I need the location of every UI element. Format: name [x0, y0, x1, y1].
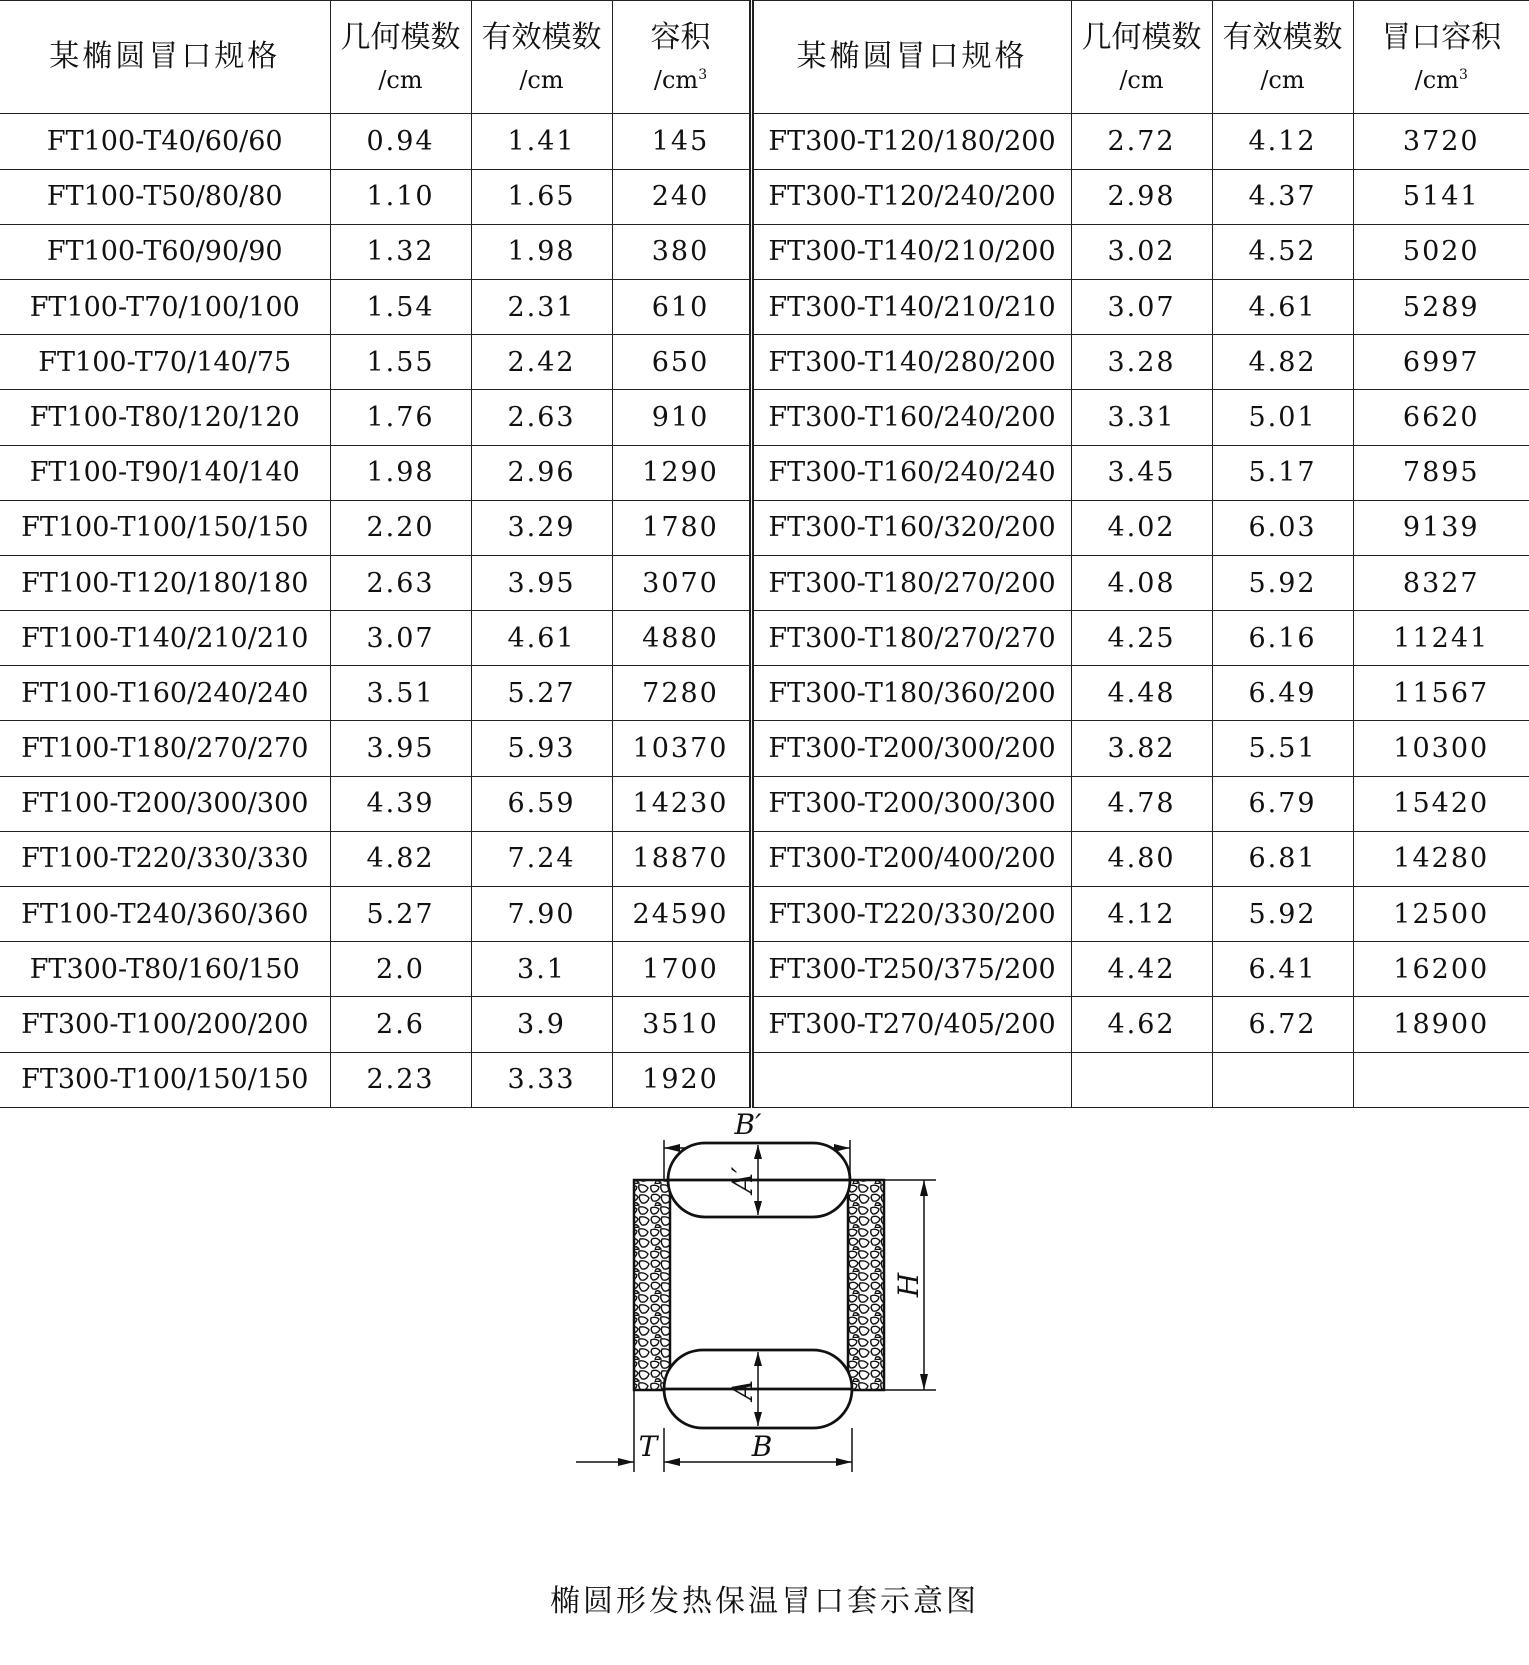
- right-eff-cell: 6.41: [1212, 942, 1353, 997]
- left-vol-cell: 240: [612, 169, 751, 224]
- right-vol-cell: 9139: [1353, 500, 1529, 555]
- right-spec-cell: FT300-T160/240/240: [751, 445, 1071, 500]
- left-geo-cell: 2.23: [330, 1052, 471, 1107]
- header-effective-modulus: 有效模数 /cm: [471, 1, 612, 114]
- left-vol-cell: 1920: [612, 1052, 751, 1107]
- left-vol-cell: 14230: [612, 776, 751, 831]
- right-geo-cell: 4.02: [1071, 500, 1212, 555]
- left-geo-cell: 2.63: [330, 555, 471, 610]
- right-vol-cell: 6620: [1353, 390, 1529, 445]
- left-eff-cell: 1.98: [471, 224, 612, 279]
- right-eff-cell: 4.37: [1212, 169, 1353, 224]
- right-eff-cell: 6.81: [1212, 831, 1353, 886]
- right-eff-cell: 4.52: [1212, 224, 1353, 279]
- right-vol-cell: 8327: [1353, 555, 1529, 610]
- header-spec-right: 某椭圆冒口规格: [751, 1, 1071, 114]
- left-spec-cell: FT100-T180/270/270: [0, 721, 330, 776]
- right-geo-cell: 4.48: [1071, 666, 1212, 721]
- right-vol-cell: 5020: [1353, 224, 1529, 279]
- right-spec-cell: FT300-T120/180/200: [751, 114, 1071, 169]
- left-spec-cell: FT100-T40/60/60: [0, 114, 330, 169]
- right-spec-cell: FT300-T140/280/200: [751, 335, 1071, 390]
- left-vol-cell: 650: [612, 335, 751, 390]
- left-geo-cell: 1.98: [330, 445, 471, 500]
- right-geo-cell: 4.12: [1071, 887, 1212, 942]
- right-eff-cell: 6.79: [1212, 776, 1353, 831]
- table-row: [0, 721, 1529, 776]
- right-spec-cell: [751, 1052, 1071, 1107]
- left-spec-cell: FT300-T100/150/150: [0, 1052, 330, 1107]
- left-vol-cell: 380: [612, 224, 751, 279]
- right-eff-cell: 5.01: [1212, 390, 1353, 445]
- label-b: B: [751, 1430, 773, 1463]
- label-h: H: [892, 1272, 925, 1298]
- left-geo-cell: 1.76: [330, 390, 471, 445]
- left-vol-cell: 10370: [612, 721, 751, 776]
- right-geo-cell: 4.62: [1071, 997, 1212, 1052]
- right-eff-cell: 6.72: [1212, 997, 1353, 1052]
- left-eff-cell: 1.65: [471, 169, 612, 224]
- left-eff-cell: 3.9: [471, 997, 612, 1052]
- left-vol-cell: 3070: [612, 555, 751, 610]
- table-row: [0, 831, 1529, 886]
- right-vol-cell: 5141: [1353, 169, 1529, 224]
- riser-sleeve-diagram: [540, 1108, 960, 1560]
- left-vol-cell: 1780: [612, 500, 751, 555]
- right-geo-cell: 3.31: [1071, 390, 1212, 445]
- left-spec-cell: FT100-T200/300/300: [0, 776, 330, 831]
- right-eff-cell: 5.17: [1212, 445, 1353, 500]
- table-row: [0, 500, 1529, 555]
- right-vol-cell: 11241: [1353, 611, 1529, 666]
- right-eff-cell: 6.03: [1212, 500, 1353, 555]
- left-eff-cell: 2.96: [471, 445, 612, 500]
- right-spec-cell: FT300-T160/320/200: [751, 500, 1071, 555]
- arrow-icon: [664, 1458, 680, 1466]
- left-spec-cell: FT100-T70/100/100: [0, 279, 330, 334]
- left-spec-cell: FT100-T140/210/210: [0, 611, 330, 666]
- right-geo-cell: 4.08: [1071, 555, 1212, 610]
- right-geo-cell: [1071, 1052, 1212, 1107]
- table-row: [0, 279, 1529, 334]
- right-spec-cell: FT300-T270/405/200: [751, 997, 1071, 1052]
- left-geo-cell: 5.27: [330, 887, 471, 942]
- left-eff-cell: 4.61: [471, 611, 612, 666]
- left-vol-cell: 610: [612, 279, 751, 334]
- right-spec-cell: FT300-T160/240/200: [751, 390, 1071, 445]
- left-spec-cell: FT100-T160/240/240: [0, 666, 330, 721]
- left-spec-cell: FT100-T80/120/120: [0, 390, 330, 445]
- right-eff-cell: 6.49: [1212, 666, 1353, 721]
- left-vol-cell: 3510: [612, 997, 751, 1052]
- left-eff-cell: 2.42: [471, 335, 612, 390]
- figure-caption: 椭圆形发热保温冒口套示意图: [550, 1584, 979, 1619]
- table-row: [0, 1052, 1529, 1107]
- right-vol-cell: 11567: [1353, 666, 1529, 721]
- right-vol-cell: 12500: [1353, 887, 1529, 942]
- right-eff-cell: 4.61: [1212, 279, 1353, 334]
- left-sleeve-wall: [634, 1180, 670, 1390]
- left-spec-cell: FT100-T60/90/90: [0, 224, 330, 279]
- left-vol-cell: 7280: [612, 666, 751, 721]
- arrow-icon: [836, 1458, 852, 1466]
- right-geo-cell: 2.72: [1071, 114, 1212, 169]
- right-vol-cell: 15420: [1353, 776, 1529, 831]
- arrow-icon: [664, 1144, 680, 1152]
- table-row: [0, 997, 1529, 1052]
- table-header-row: [0, 1, 1529, 114]
- left-eff-cell: 3.95: [471, 555, 612, 610]
- left-geo-cell: 3.95: [330, 721, 471, 776]
- right-spec-cell: FT300-T200/300/300: [751, 776, 1071, 831]
- right-geo-cell: 3.28: [1071, 335, 1212, 390]
- right-eff-cell: 4.12: [1212, 114, 1353, 169]
- right-vol-cell: 3720: [1353, 114, 1529, 169]
- left-eff-cell: 7.24: [471, 831, 612, 886]
- right-vol-cell: 14280: [1353, 831, 1529, 886]
- table-row: [0, 942, 1529, 997]
- left-geo-cell: 1.32: [330, 224, 471, 279]
- table-row: [0, 390, 1529, 445]
- right-spec-cell: FT300-T140/210/210: [751, 279, 1071, 334]
- right-sleeve-wall: [848, 1180, 884, 1390]
- left-spec-cell: FT100-T100/150/150: [0, 500, 330, 555]
- table-row: [0, 335, 1529, 390]
- left-eff-cell: 5.93: [471, 721, 612, 776]
- table-row: [0, 555, 1529, 610]
- left-eff-cell: 3.1: [471, 942, 612, 997]
- arrow-icon: [920, 1180, 928, 1196]
- right-vol-cell: 5289: [1353, 279, 1529, 334]
- right-eff-cell: 5.92: [1212, 887, 1353, 942]
- left-eff-cell: 3.29: [471, 500, 612, 555]
- left-eff-cell: 2.31: [471, 279, 612, 334]
- table-row: [0, 776, 1529, 831]
- table-row: [0, 887, 1529, 942]
- left-spec-cell: FT300-T100/200/200: [0, 997, 330, 1052]
- label-a: A: [726, 1379, 759, 1401]
- table-row: [0, 445, 1529, 500]
- label-b-prime: B′: [734, 1108, 762, 1141]
- header-effective-modulus-right: 有效模数 /cm: [1212, 1, 1353, 114]
- right-spec-cell: FT300-T200/300/200: [751, 721, 1071, 776]
- right-spec-cell: FT300-T180/270/200: [751, 555, 1071, 610]
- right-geo-cell: 4.78: [1071, 776, 1212, 831]
- left-spec-cell: FT300-T80/160/150: [0, 942, 330, 997]
- right-geo-cell: 3.82: [1071, 721, 1212, 776]
- left-geo-cell: 4.39: [330, 776, 471, 831]
- arrow-icon: [618, 1458, 634, 1466]
- right-vol-cell: 7895: [1353, 445, 1529, 500]
- header-geometric-modulus: 几何模数 /cm: [330, 1, 471, 114]
- label-a-prime: A′: [726, 1166, 759, 1194]
- right-spec-cell: FT300-T120/240/200: [751, 169, 1071, 224]
- left-eff-cell: 1.41: [471, 114, 612, 169]
- right-spec-cell: FT300-T180/270/270: [751, 611, 1071, 666]
- right-vol-cell: 18900: [1353, 997, 1529, 1052]
- left-vol-cell: 18870: [612, 831, 751, 886]
- right-eff-cell: 4.82: [1212, 335, 1353, 390]
- header-geometric-modulus-right: 几何模数 /cm: [1071, 1, 1212, 114]
- left-geo-cell: 1.10: [330, 169, 471, 224]
- right-geo-cell: 4.80: [1071, 831, 1212, 886]
- left-geo-cell: 1.55: [330, 335, 471, 390]
- right-eff-cell: [1212, 1052, 1353, 1107]
- left-eff-cell: 6.59: [471, 776, 612, 831]
- header-riser-volume: 冒口容积 $/cm^3$: [1353, 1, 1529, 114]
- right-geo-cell: 4.25: [1071, 611, 1212, 666]
- right-geo-cell: 2.98: [1071, 169, 1212, 224]
- left-geo-cell: 1.54: [330, 279, 471, 334]
- right-spec-cell: FT300-T200/400/200: [751, 831, 1071, 886]
- table-row: [0, 611, 1529, 666]
- right-spec-cell: FT300-T140/210/200: [751, 224, 1071, 279]
- left-geo-cell: 0.94: [330, 114, 471, 169]
- arrow-icon: [920, 1374, 928, 1390]
- left-vol-cell: 145: [612, 114, 751, 169]
- left-eff-cell: 3.33: [471, 1052, 612, 1107]
- left-vol-cell: 1700: [612, 942, 751, 997]
- right-geo-cell: 3.02: [1071, 224, 1212, 279]
- left-spec-cell: FT100-T120/180/180: [0, 555, 330, 610]
- left-vol-cell: 1290: [612, 445, 751, 500]
- left-spec-cell: FT100-T70/140/75: [0, 335, 330, 390]
- right-eff-cell: 5.92: [1212, 555, 1353, 610]
- left-vol-cell: 4880: [612, 611, 751, 666]
- table-row: [0, 169, 1529, 224]
- right-vol-cell: 6997: [1353, 335, 1529, 390]
- right-vol-cell: [1353, 1052, 1529, 1107]
- right-spec-cell: FT300-T220/330/200: [751, 887, 1071, 942]
- left-geo-cell: 3.51: [330, 666, 471, 721]
- right-geo-cell: 3.45: [1071, 445, 1212, 500]
- right-eff-cell: 6.16: [1212, 611, 1353, 666]
- left-eff-cell: 5.27: [471, 666, 612, 721]
- left-spec-cell: FT100-T90/140/140: [0, 445, 330, 500]
- header-spec: 某椭圆冒口规格: [0, 1, 330, 114]
- right-eff-cell: 5.51: [1212, 721, 1353, 776]
- left-geo-cell: 3.07: [330, 611, 471, 666]
- right-geo-cell: 3.07: [1071, 279, 1212, 334]
- left-geo-cell: 2.20: [330, 500, 471, 555]
- right-spec-cell: FT300-T250/375/200: [751, 942, 1071, 997]
- left-spec-cell: FT100-T240/360/360: [0, 887, 330, 942]
- label-t: T: [638, 1430, 658, 1463]
- right-spec-cell: FT300-T180/360/200: [751, 666, 1071, 721]
- table-row: [0, 114, 1529, 169]
- left-eff-cell: 2.63: [471, 390, 612, 445]
- left-vol-cell: 910: [612, 390, 751, 445]
- header-volume: 容积 $/cm^3$: [612, 1, 751, 114]
- left-vol-cell: 24590: [612, 887, 751, 942]
- table-row: [0, 224, 1529, 279]
- right-geo-cell: 4.42: [1071, 942, 1212, 997]
- left-eff-cell: 7.90: [471, 887, 612, 942]
- left-spec-cell: FT100-T50/80/80: [0, 169, 330, 224]
- right-vol-cell: 16200: [1353, 942, 1529, 997]
- right-vol-cell: 10300: [1353, 721, 1529, 776]
- left-spec-cell: FT100-T220/330/330: [0, 831, 330, 886]
- left-geo-cell: 2.0: [330, 942, 471, 997]
- table-row: [0, 666, 1529, 721]
- left-geo-cell: 2.6: [330, 997, 471, 1052]
- left-geo-cell: 4.82: [330, 831, 471, 886]
